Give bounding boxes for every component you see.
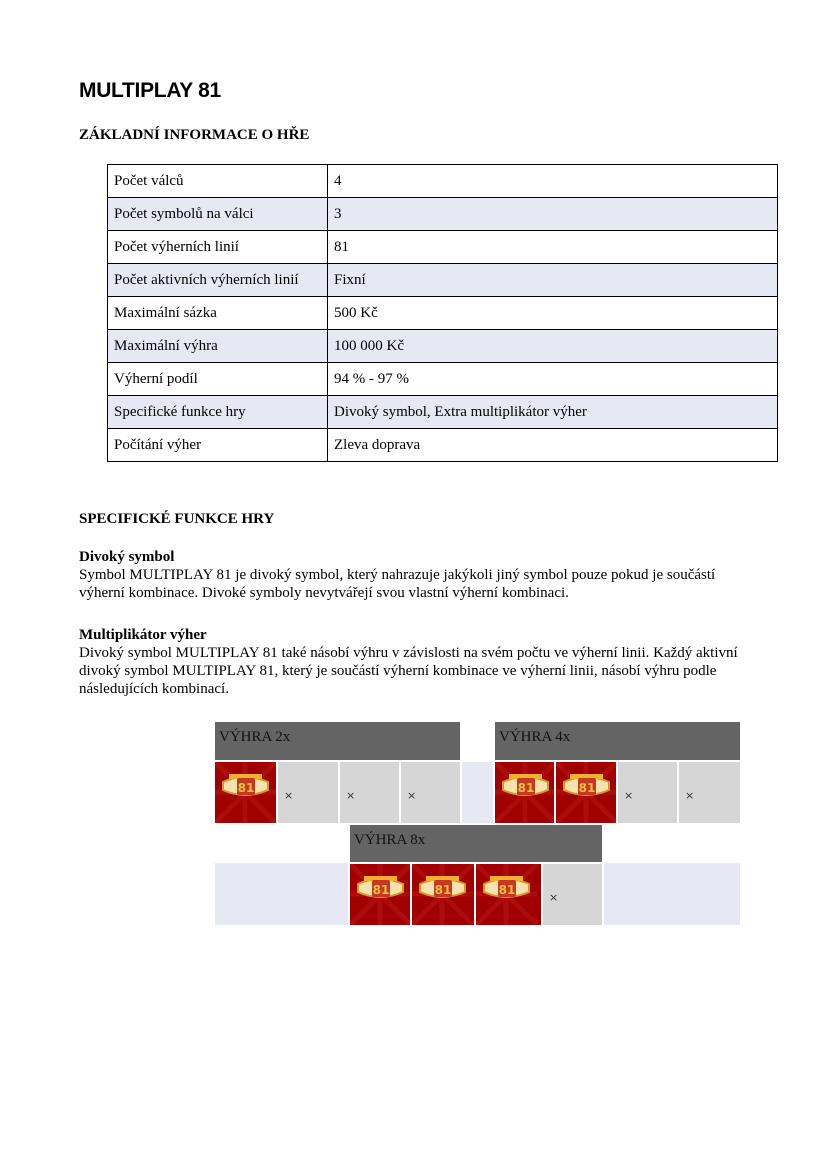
row-value: 3 bbox=[328, 198, 778, 231]
row-label: Počet výherních linií bbox=[108, 231, 328, 264]
row-label: Maximální výhra bbox=[108, 330, 328, 363]
row-value: 94 % - 97 % bbox=[328, 363, 778, 396]
row-value: 81 bbox=[328, 231, 778, 264]
multiplay-81-wild-icon bbox=[495, 762, 554, 823]
combo-2x-header: VÝHRA 2x bbox=[215, 722, 460, 760]
spacer bbox=[604, 863, 740, 925]
multiplay-81-wild-icon bbox=[350, 864, 410, 925]
row-label: Výherní podíl bbox=[108, 363, 328, 396]
multiplier-heading: Multiplikátor výher bbox=[79, 627, 207, 643]
empty-symbol-slot: × bbox=[618, 762, 677, 823]
table-row bbox=[108, 330, 778, 363]
empty-symbol-slot: × bbox=[278, 762, 338, 823]
table-row bbox=[108, 363, 778, 396]
section-heading-features: SPECIFICKÉ FUNKCE HRY bbox=[79, 511, 275, 527]
row-value: 4 bbox=[328, 165, 778, 198]
spacer bbox=[215, 863, 348, 925]
row-label: Počet aktivních výherních linií bbox=[108, 264, 328, 297]
row-label: Maximální sázka bbox=[108, 297, 328, 330]
multiplay-81-wild-icon bbox=[556, 762, 616, 823]
empty-symbol-slot: × bbox=[340, 762, 399, 823]
combo-8x-header: VÝHRA 8x bbox=[350, 825, 602, 862]
row-value: 500 Kč bbox=[328, 297, 778, 330]
table-row bbox=[108, 264, 778, 297]
basic-info-table bbox=[107, 164, 778, 462]
row-label: Počet válců bbox=[108, 165, 328, 198]
wild-symbol-heading: Divoký symbol bbox=[79, 549, 175, 565]
page-title: MULTIPLAY 81 bbox=[79, 79, 221, 102]
multiplay-81-wild-icon bbox=[476, 864, 541, 925]
row-value: 100 000 Kč bbox=[328, 330, 778, 363]
row-label: Počítání výher bbox=[108, 429, 328, 462]
multiplay-81-wild-icon bbox=[412, 864, 474, 925]
table-row bbox=[108, 429, 778, 462]
section-heading-basic-info: ZÁKLADNÍ INFORMACE O HŘE bbox=[79, 127, 310, 143]
empty-symbol-slot: × bbox=[543, 864, 602, 925]
table-row bbox=[108, 396, 778, 429]
row-value: Divoký symbol, Extra multiplikátor výher bbox=[328, 396, 778, 429]
combo-4x-header: VÝHRA 4x bbox=[495, 722, 740, 760]
multiplier-section bbox=[79, 626, 739, 698]
spacer bbox=[462, 762, 493, 823]
empty-symbol-slot: × bbox=[401, 762, 460, 823]
wild-symbol-text: Symbol MULTIPLAY 81 je divoký symbol, který nahrazuje jakýkoli jiný symbol pouze pokud je součástí výherní kombinace. Divoké symboly nevytvářejí svou vlastní výherní kombinaci. bbox=[79, 567, 716, 601]
multiplier-text: Divoký symbol MULTIPLAY 81 také násobí výhru v závislosti na svém počtu ve výherní linii. Každý aktivní divoký symbol MULTIPLAY 81, který je součástí výherní kombinace ve výherní linii, násobí výhru podle následujících kombinací. bbox=[79, 645, 738, 697]
table-row bbox=[108, 198, 778, 231]
table-row bbox=[108, 297, 778, 330]
multiplay-81-wild-icon bbox=[215, 762, 276, 823]
table-row bbox=[108, 231, 778, 264]
table-row bbox=[108, 165, 778, 198]
wild-symbol-section bbox=[79, 548, 759, 602]
empty-symbol-slot: × bbox=[679, 762, 740, 823]
row-label: Počet symbolů na válci bbox=[108, 198, 328, 231]
row-value: Fixní bbox=[328, 264, 778, 297]
row-value: Zleva doprava bbox=[328, 429, 778, 462]
row-label: Specifické funkce hry bbox=[108, 396, 328, 429]
